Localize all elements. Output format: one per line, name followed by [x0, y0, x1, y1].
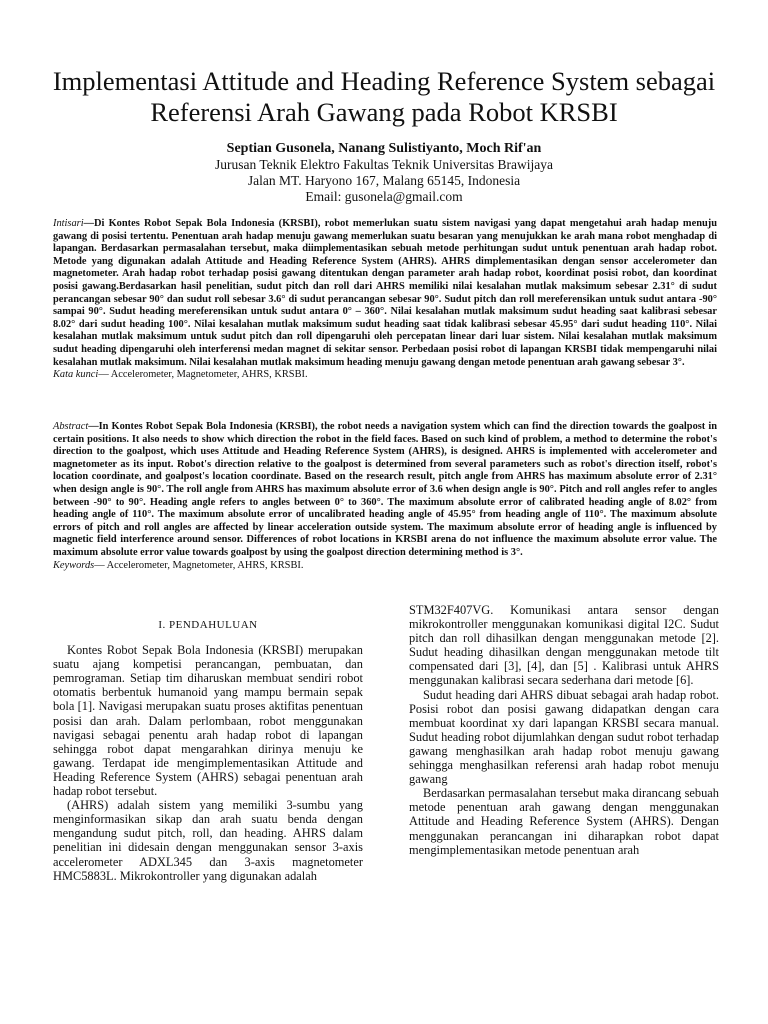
affiliation-email: Email: gusonela@gmail.com: [305, 189, 463, 204]
affiliation-block: [40, 157, 728, 205]
paper-title: Implementasi Attitude and Heading Reference System sebagai Referensi Arah Gawang pada Robot KRSBI: [52, 66, 716, 127]
intro-paragraph-4: Sudut heading dari AHRS dibuat sebagai arah hadap robot. Posisi robot dan posisi gawang didapatkan dengan cara membuat koordinat xy dari lapangan KRSBI secara manual. Sudut heading robot dijumlahkan dengan sudut robot terhadap gawang menghasilkan arah hadap robot menuju gawang sehingga menghasilkan referensi arah hadap robot menuju gawang: [409, 687, 719, 787]
kata-kunci-label: Kata kunci: [53, 369, 99, 381]
kata-kunci-line: [53, 369, 717, 382]
intro-paragraph-3: STM32F407VG. Komunikasi antara sensor dengan mikrokontroller menggunakan komunikasi digital I2C. Sudut pitch dan roll dihasilkan dengan menggunakan metode [2]. Sudut heading dihasilkan dengan menggunakan metode tilt compensated dari [3], [4], dan [5] . Kalibrasi untuk AHRS menggunakan kalibrasi secara sederhana dari metode [6].: [409, 603, 719, 688]
intisari-block: [53, 218, 717, 382]
abstract-block: [53, 421, 717, 572]
intro-paragraph-1: Kontes Robot Sepak Bola Indonesia (KRSBI) merupakan suatu ajang kompetisi perancangan, pembuatan, dan pemrograman. Setiap tim diharuskan membuat sendiri robot otomatis berbentuk humanoid yang mampu bermain sepak bola [1]. Navigasi merupakan suatu proses aktifitas penentuan posisi dan arah. Dalam perlombaan, robot menggunakan navigasi sebagai penentu arah hadap robot di lapangan sehingga robot dapat mengarahkan dirinya menuju ke gawang. Terdapat ide mengimplementasikan Attitude and Heading Reference System (AHRS) sebagai penentuan arah hadap robot tersebut.: [53, 643, 363, 799]
affiliation-address: Jalan MT. Haryono 167, Malang 65145, Indonesia: [247, 173, 521, 188]
intisari-text: —Di Kontes Robot Sepak Bola Indonesia (KRSBI), robot memerlukan suatu sistem navigasi yang dapat mengetahui arah hadap menuju gawang di posisi tertentu. Penentuan arah hadap menuju gawang memerlukan suatu besaran yang menujukkan ke arah mana robot menghadap di lapangan. Berdasarkan permasalahan tersebut, maka diimplementasikan sebuah metode perhitungan sudut untuk penentuan arah hadap robot. Metode yang digunakan adalah Attitude and Heading Reference System (AHRS). AHRS dimplementasikan dengan sensor accelerometer dan magnetometer. Arah hadap robot terhadap posisi gawang ditentukan dengan parameter arah hadap robot, koordinat posisi robot, dan koordinat posisi gawang.Berdasarkan hasil penelitian, sudut pitch dan roll dari AHRS memiliki nilai kesalahan mutlak maksimum sebesar 2.31° di sudut perancangan sebesar 90° dan sudut roll sebesar 3.6° di sudut perancangan sebesar 90°. Sudut pitch dan roll mereferensikan untuk sudut antara -90° sampai 90°. Sudut heading mereferensikan untuk sudut antara 0° – 360°. Nilai kesalahan mutlak maksimum sudut heading saat kalibrasi sebesar 8.02° dari sudut heading 100°. Nilai kesalahan mutlak maksimum sudut heading saat tidak kalibrasi sebesar 45.95° dari sudut heading 110°. Nilai kesalahan mutlak maksimum untuk sudut pitch dan roll dipengaruhi oleh percepatan linear dari luar sistem. Nilai kesalahan mutlak maksimum sudut heading dipengaruhi oleh interferensi medan magnet di sekitar sensor. Perbedaan posisi robot di lapangan KRSBI tidak mempengaruhi nilai kesalahan mutlak maksimum. Nilai kesalahan mutlak maksimum heading menuju gawang dengan metode penentuan arah gawang sebesar 3°.: [53, 218, 717, 368]
intro-paragraph-2: (AHRS) adalah sistem yang memiliki 3-sumbu yang menginformasikan sikap dan arah suatu benda dengan mengandung sudut pitch, roll, dan heading. AHRS dalam penelitian ini didesain dengan menggunakan sensor 3-axis accelerometer ADXL345 dan 3-axis magnetometer HMC5883L. Mikrokontroller yang digunakan adalah: [53, 798, 363, 883]
left-column: [53, 603, 363, 883]
intisari-label: Intisari: [53, 218, 84, 229]
section-heading-pendahuluan: I. PENDAHULUAN: [158, 619, 258, 631]
abstract-text: —In Kontes Robot Sepak Bola Indonesia (KRSBI), the robot needs a navigation system which can find the direction towards the goalpost in certain positions. It also needs to show which direction the robot in the field faces. Based on such kind of problem, a method to determine the robot's direction to the goalpost, which uses Attitude and Heading Reference System (AHRS), is designed. AHRS is implemented with accelerometer and magnetometer as its input. Robot's direction relative to the goalpost is determined from several parameters such as robot's direction itself, robot's location coordinate, and goalpost's location coordinate. Based on the research result, pitch angle from AHRS has maximum absolute error of 2.31° when design angle is 90°. The roll angle from AHRS has maximum absolute error of 3.6 when design angle is 90°. Pitch and roll angles refer to angles between -90° to 90°. Heading angle refers to angles between 0° to 360°. The maximum absolute error of calibrated heading angle of 8.02° from heading angle of 110°. The maximum absolute error of uncalibrated heading angle of 45.95° from heading angle of 110°. The maximum absolute errors of pitch and roll angles are affected by linear acceleration outside system. The maximum absolute error of heading angle is influenced by magnetic field interference around sensor. Differences of robot locations in KRSBI arena do not influence the maximum absolute error value. The maximum absolute error value towards goalpost by using the goalpost direction determining method is 3°.: [53, 421, 717, 558]
keywords-text: — Accelerometer, Magnetometer, AHRS, KRSBI.: [94, 559, 304, 571]
right-column: [409, 603, 719, 857]
kata-kunci-text: — Accelerometer, Magnetometer, AHRS, KRSBI.: [98, 369, 308, 381]
keywords-label: Keywords: [53, 559, 95, 571]
intro-paragraph-5: Berdasarkan permasalahan tersebut maka dirancang sebuah metode penentuan arah gawang dengan menggunakan Attitude and Heading Reference System (AHRS). Dengan menggunakan perancangan ini diharapkan robot dapat mengimplementasikan metode penentuan arah: [409, 786, 719, 857]
affiliation-department: Jurusan Teknik Elektro Fakultas Teknik Universitas Brawijaya: [214, 157, 554, 172]
keywords-line: [53, 560, 717, 573]
author-list: Septian Gusonela, Nanang Sulistiyanto, Moch Rif'an: [226, 141, 542, 156]
abstract-label: Abstract: [53, 421, 89, 432]
